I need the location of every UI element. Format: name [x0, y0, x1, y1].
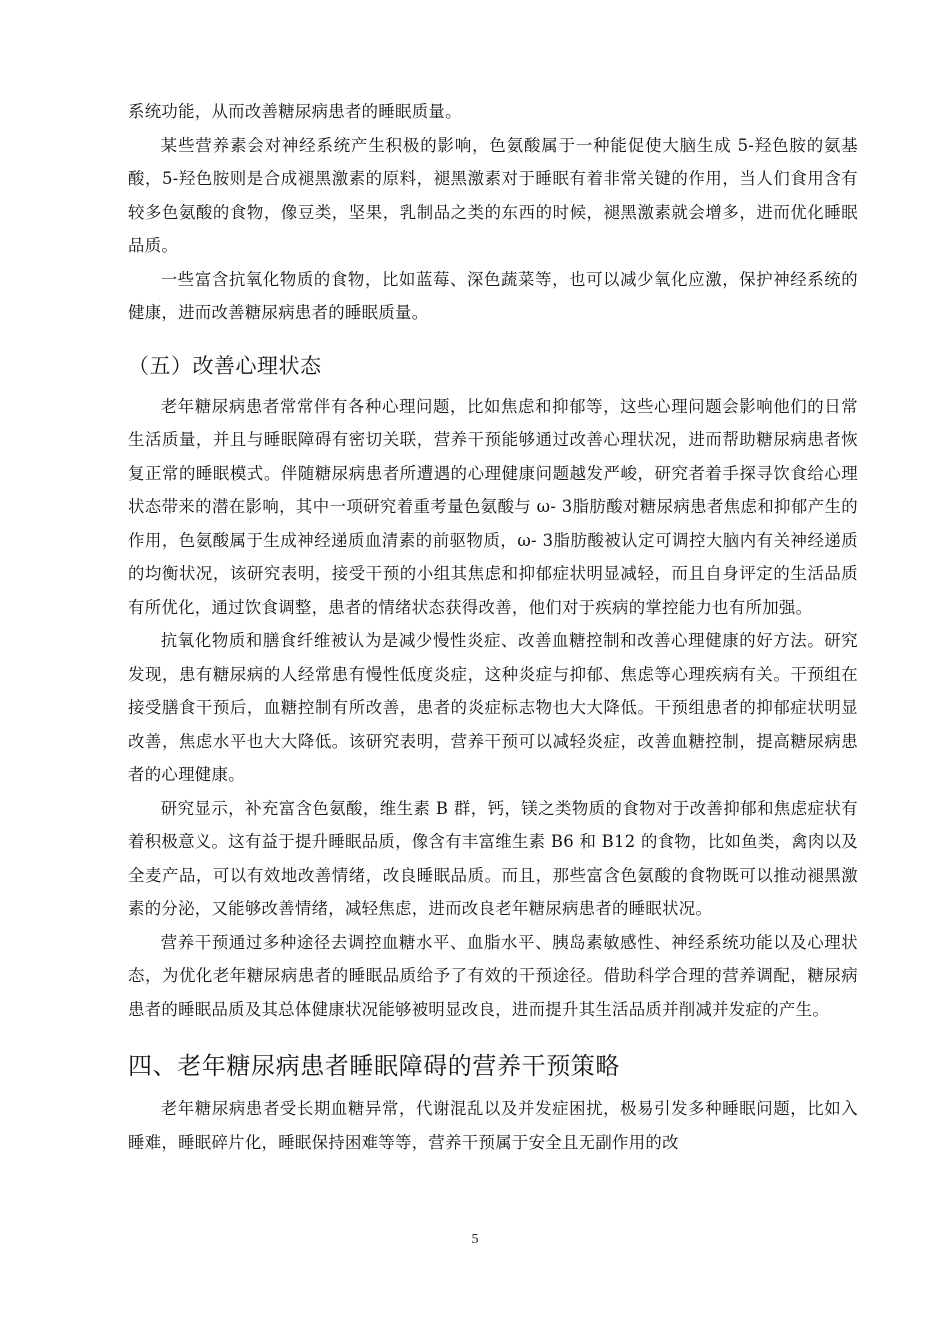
paragraph-strategy-intro: 老年糖尿病患者受长期血糖异常，代谢混乱以及并发症困扰，极易引发多种睡眠问题，比如入睡难，睡眠碎片化，睡眠保持困难等等，营养干预属于安全且无副作用的改 — [128, 1099, 858, 1152]
page-number: 5 — [471, 1232, 479, 1247]
paragraph-continued: 系统功能，从而改善糖尿病患者的睡眠质量。 — [128, 102, 462, 121]
paragraph-vitamin-b: 研究显示，补充富含色氨酸，维生素 B 群，钙，镁之类物质的食物对于改善抑郁和焦虑症状有着积极意义。这有益于提升睡眠品质，像含有丰富维生素 B6 和 B12 的食物，比如鱼类，禽肉以及全麦产品，可以有效地改善情绪，改良睡眠品质。而且，那些富含色氨酸的食物既可以推动褪黑激素的分泌，又能够改善情绪，减轻焦虑，进而改良老年糖尿病患者的睡眠状况。 — [128, 798, 858, 918]
paragraph-antioxidant: 一些富含抗氧化物质的食物，比如蓝莓、深色蔬菜等，也可以减少氧化应激，保护神经系统的健康，进而改善糖尿病患者的睡眠质量。 — [128, 269, 858, 322]
paragraph-inflammation: 抗氧化物质和膳食纤维被认为是减少慢性炎症、改善血糖控制和改善心理健康的好方法。研究发现，患有糖尿病的人经常患有慢性低度炎症，这种炎症与抑郁、焦虑等心理疾病有关。干预组在接受膳食干预后，血糖控制有所改善，患者的炎症标志物也大大降低。干预组患者的抑郁症状明显改善，焦虑水平也大大降低。该研究表明，营养干预可以减轻炎症，改善血糖控制，提高糖尿病患者的心理健康。 — [128, 631, 858, 784]
section-heading-mental-state: （五）改善心理状态 — [128, 353, 322, 378]
chapter-heading-strategy: 四、老年糖尿病患者睡眠障碍的营养干预策略 — [128, 1052, 620, 1080]
paragraph-tryptophan: 某些营养素会对神经系统产生积极的影响，色氨酸属于一种能促使大脑生成 5-羟色胺的氨基酸，5-羟色胺则是合成褪黑激素的原料，褪黑激素对于睡眠有着非常关键的作用，当人们食用含有较多色氨酸的食物，像豆类，坚果，乳制品之类的东西的时候，褪黑激素就会增多，进而优化睡眠品质。 — [128, 135, 858, 255]
paragraph-summary: 营养干预通过多种途径去调控血糖水平、血脂水平、胰岛素敏感性、神经系统功能以及心理状态，为优化老年糖尿病患者的睡眠品质给予了有效的干预途径。借助科学合理的营养调配，糖尿病患者的睡眠品质及其总体健康状况能够被明显改良，进而提升其生活品质并削减并发症的产生。 — [128, 932, 858, 1019]
paragraph-psychological-problems: 老年糖尿病患者常常伴有各种心理问题，比如焦虑和抑郁等，这些心理问题会影响他们的日常生活质量，并且与睡眠障碍有密切关联，营养干预能够通过改善心理状况，进而帮助糖尿病患者恢复正常的睡眠模式。伴随糖尿病患者所遭遇的心理健康问题越发严峻，研究者着手探寻饮食给心理状态带来的潜在影响，其中一项研究着重考量色氨酸与 ω- 3脂肪酸对糖尿病患者焦虑和抑郁产生的作用，色氨酸属于生成神经递质血清素的前驱物质，ω- 3脂肪酸被认定可调控大脑内有关神经递质的均衡状况，该研究表明，接受干预的小组其焦虑和抑郁症状明显减轻，而且自身评定的生活品质有所优化，通过饮食调整，患者的情绪状态获得改善，他们对于疾病的掌控能力也有所加强。 — [128, 396, 858, 617]
body-text — [128, 95, 858, 1159]
